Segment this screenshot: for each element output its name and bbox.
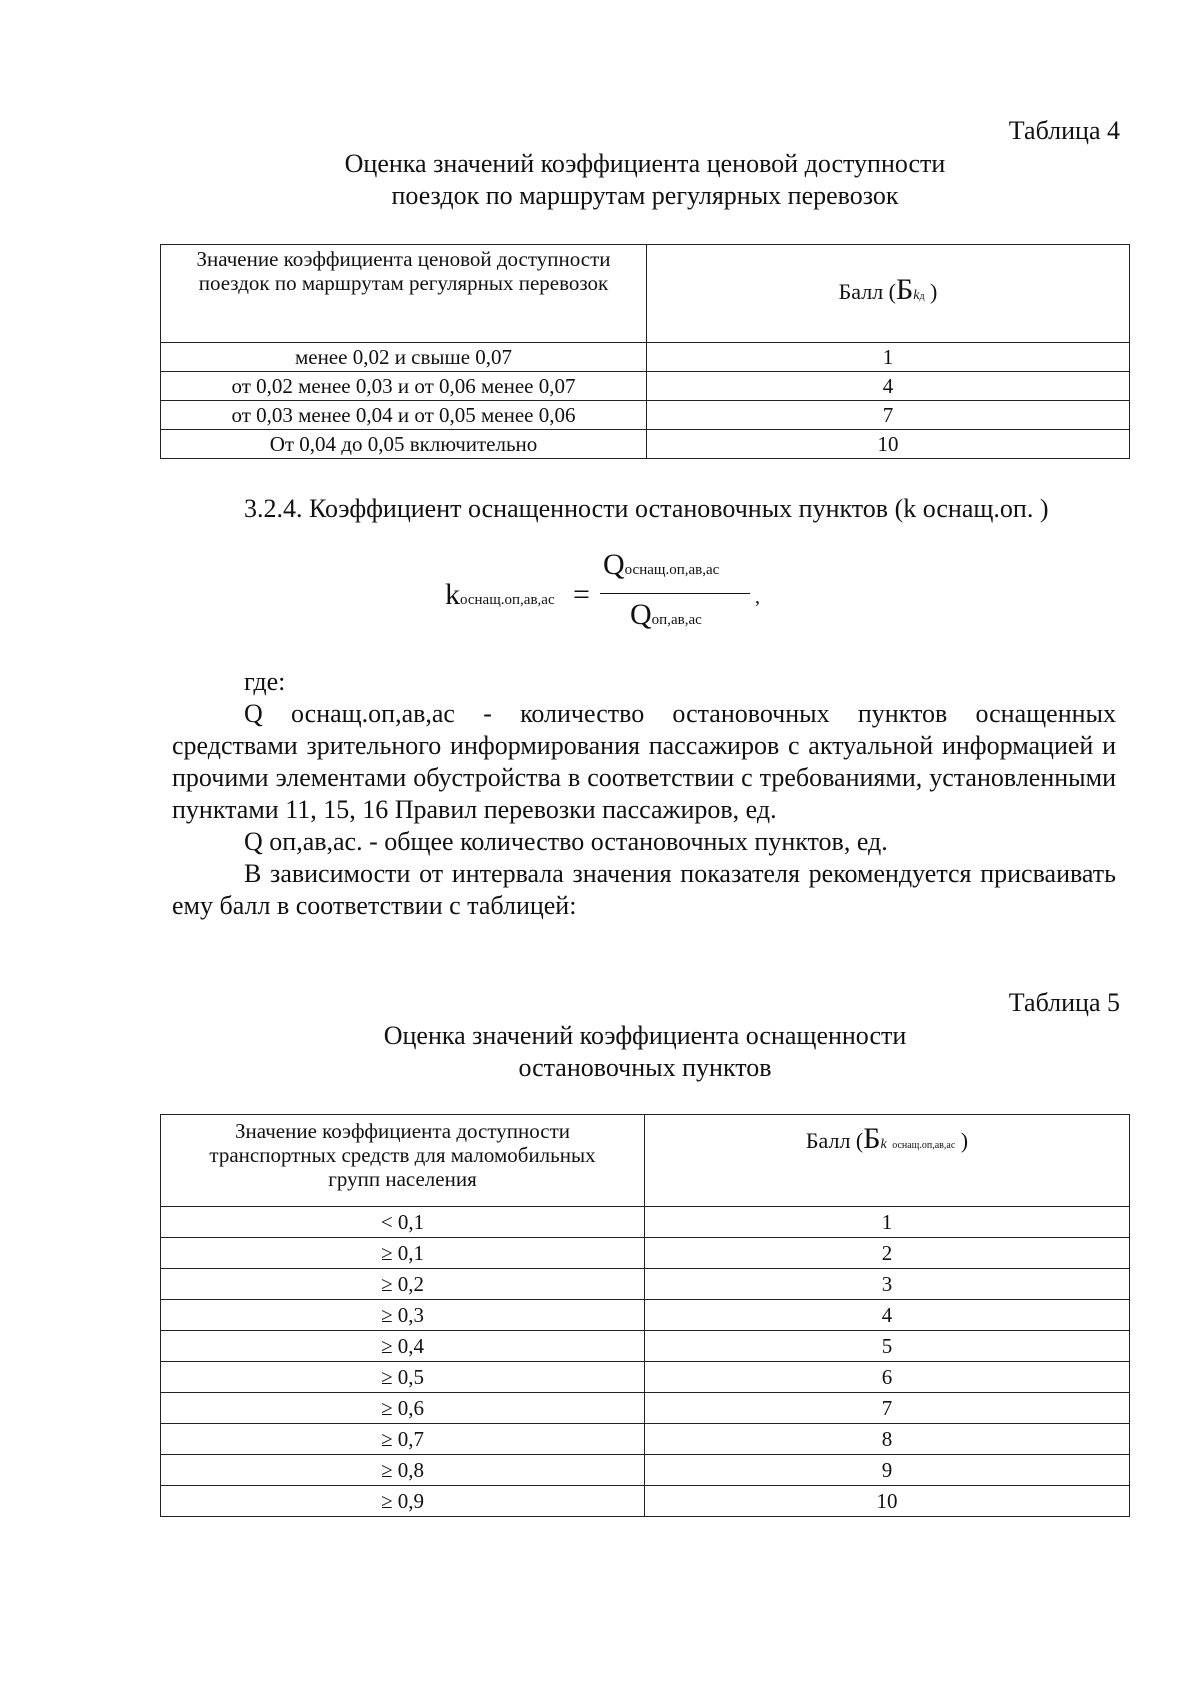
table4 — [160, 244, 1130, 459]
table-row: ≥ 0,2 3 — [161, 1269, 1130, 1300]
formula — [445, 548, 765, 648]
table4-label: Таблица 4 — [1008, 116, 1120, 145]
table4-title-line1: Оценка значений коэффициента ценовой доступности — [344, 149, 946, 178]
table-row: менее 0,02 и свыше 0,07 1 — [161, 343, 1130, 372]
table-row: ≥ 0,5 6 — [161, 1362, 1130, 1393]
table-row: ≥ 0,7 8 — [161, 1424, 1130, 1455]
table-row: От 0,04 до 0,05 включительно 10 — [161, 430, 1130, 459]
table5-header-left: Значение коэффициента доступности транспортных средств для маломобильных групп населения — [161, 1115, 645, 1207]
table-row: ≥ 0,3 4 — [161, 1300, 1130, 1331]
table5-label: Таблица 5 — [1008, 988, 1120, 1017]
formula-equals: = — [573, 578, 590, 611]
table5-header-row — [161, 1115, 1130, 1207]
formula-comma: , — [755, 586, 760, 608]
table-row: от 0,02 менее 0,03 и от 0,06 менее 0,07 4 — [161, 372, 1130, 401]
table-row: ≥ 0,1 2 — [161, 1238, 1130, 1269]
table4-header-row — [161, 245, 1130, 343]
paragraph-instruction: В зависимости от интервала значения показателя рекомендуется присваивать ему балл в соответствии с таблицей: — [172, 859, 1116, 920]
table5 — [160, 1114, 1130, 1517]
table5-title-line1: Оценка значений коэффициента оснащенности — [383, 1021, 907, 1050]
table5-title-line2: остановочных пунктов — [518, 1053, 772, 1082]
table5-header-right: Балл (Бk оснащ.оп,ав,ас ) — [645, 1115, 1130, 1207]
table-row: от 0,03 менее 0,04 и от 0,05 менее 0,06 7 — [161, 401, 1130, 430]
table-row: ≥ 0,4 5 — [161, 1331, 1130, 1362]
table5-title — [0, 1020, 1200, 1084]
section-body — [172, 666, 1116, 922]
table4-title — [0, 148, 1200, 212]
paragraph-q-total: Q оп,ав,ас. - общее количество остановочных пунктов, ед. — [244, 827, 888, 856]
where-label: где: — [244, 667, 286, 696]
table-row: ≥ 0,6 7 — [161, 1393, 1130, 1424]
paragraph-q-equipped: Q оснащ.оп,ав,ас - количество остановочных пунктов оснащенных средствами зрительного информирования пассажиров с актуальной информацией и прочими элементами обустройства в соответствии с требованиями, установленными пунктами 11, 15, 16 Правил перевозки пассажиров, ед. — [172, 699, 1116, 824]
table-row: < 0,1 1 — [161, 1207, 1130, 1238]
table-row: ≥ 0,9 10 — [161, 1486, 1130, 1517]
fraction-bar — [600, 593, 750, 594]
section-heading: 3.2.4. Коэффициент оснащенности остановочных пунктов (k оснащ.оп. ) — [244, 494, 1049, 523]
table-row: ≥ 0,8 9 — [161, 1455, 1130, 1486]
table4-title-line2: поездок по маршрутам регулярных перевозок — [391, 181, 899, 210]
table4-header-left: Значение коэффициента ценовой доступности поездок по маршрутам регулярных перевозок — [161, 245, 647, 343]
formula-numerator: Qоснащ.оп,ав,ас — [603, 548, 720, 581]
table4-header-right: Балл (Бkд ) — [647, 245, 1130, 343]
formula-k: kоснащ.оп,ав,ас — [445, 578, 555, 611]
formula-denominator: Qоп,ав,ас — [630, 598, 702, 631]
